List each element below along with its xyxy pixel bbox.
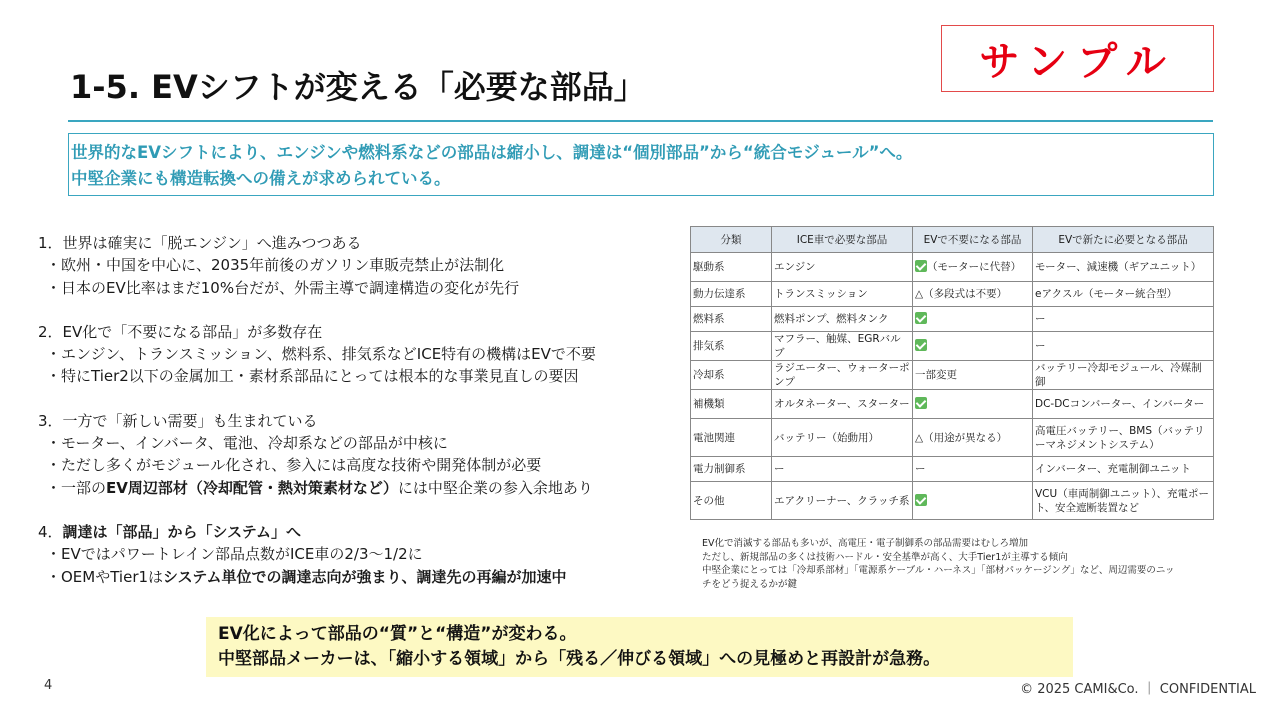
point-bullet: ・モーター、インバータ、電池、冷却系などの部品が中核に	[46, 434, 448, 453]
point-heading: 3．一方で「新しい需要」も生まれている	[38, 411, 318, 430]
lead-summary-box	[68, 133, 1214, 196]
cell-new-part	[1033, 419, 1214, 457]
heading-number: 4．	[38, 522, 63, 541]
bullet-text: ・一部の	[46, 478, 107, 497]
cell-category	[691, 253, 772, 282]
cell-text: （モーターに代替）	[927, 261, 1022, 273]
table-row	[691, 307, 1214, 332]
cell-new-part	[1033, 307, 1214, 332]
table-row	[691, 419, 1214, 457]
point-group	[38, 232, 688, 299]
note-line: EV化で消滅する部品も多いが、高電圧・電子制御系の部品需要はむしろ増加	[702, 538, 1029, 549]
cell-text: ー	[1035, 313, 1046, 325]
point-bullet: ・ただし多くがモジュール化され、参入には高度な技術や開発体制が必要	[46, 456, 542, 475]
cell-ice-part	[772, 457, 913, 482]
check-icon	[915, 312, 927, 324]
point-bullet	[38, 566, 688, 588]
footer-copyright: © 2025 CAMI&Co. ｜ CONFIDENTIAL	[1020, 682, 1256, 697]
cell-unneeded	[913, 390, 1033, 419]
title-divider	[68, 120, 1213, 122]
sample-label: サンプル	[979, 39, 1176, 85]
cell-text: エアクリーナー、クラッチ系	[774, 494, 910, 507]
cell-text: △（用途が異なる）	[915, 431, 1008, 444]
cell-text: ー	[1035, 340, 1046, 352]
bullet-emphasis: EV周辺部材（冷却配管・熱対策素材など）	[106, 478, 398, 497]
cell-new-part	[1033, 253, 1214, 282]
cell-unneeded	[913, 419, 1033, 457]
cell-text: 補機類	[693, 398, 725, 410]
point-bullet: ・日本のEV比率はまだ10%台だが、外需主導で調達構造の変化が先行	[46, 278, 520, 297]
cell-text: 電池関連	[693, 431, 735, 444]
cell-text: モーター、減速機（ギアユニット）	[1035, 261, 1202, 273]
cell-text: エンジン	[774, 261, 816, 273]
cell-category	[691, 457, 772, 482]
point-heading	[38, 521, 688, 543]
bullet-text: ・OEMやTier1は	[46, 567, 164, 586]
cell-ice-part	[772, 482, 913, 520]
point-heading: 2．EV化で「不要になる部品」が多数存在	[38, 322, 323, 341]
point-bullet: ・特にTier2以下の金属加工・素材系部品にとっては根本的な事業見直しの要因	[46, 367, 579, 386]
table-row	[691, 332, 1214, 361]
cell-new-part	[1033, 482, 1214, 520]
cell-text: ー	[915, 463, 926, 475]
cell-text: オルタネーター、スターター	[774, 398, 910, 410]
cell-category	[691, 482, 772, 520]
conclusion-line: 中堅部品メーカーは、「縮小する領域」から「残る／伸びる領域」への見極めと再設計が急務。	[218, 649, 941, 669]
table-row	[691, 253, 1214, 282]
note-line: ただし、新規部品の多くは技術ハードル・安全基準が高く、大手Tier1が主導する傾向	[702, 551, 1068, 563]
table-row	[691, 390, 1214, 419]
cell-ice-part	[772, 307, 913, 332]
lead-line: 世界的なEVシフトにより、エンジンや燃料系などの部品は縮小し、調達は“個別部品”から“統合モジュール”へ。	[71, 143, 913, 162]
table-row	[691, 482, 1214, 520]
cell-ice-part	[772, 332, 913, 361]
cell-text: インバーター、充電制御ユニット	[1035, 463, 1191, 475]
parts-comparison-table	[690, 226, 1214, 520]
cell-category	[691, 390, 772, 419]
cell-category	[691, 361, 772, 390]
check-icon	[915, 260, 927, 272]
cell-text: △（多段式は不要）	[915, 288, 1008, 300]
conclusion-box	[206, 617, 1073, 677]
cell-unneeded	[913, 282, 1033, 307]
note-line: 中堅企業にとっては「冷却系部材」「電源系ケーブル・ハーネス」「部材パッケージング」など、周辺需要のニッ	[702, 565, 1175, 576]
sample-stamp	[941, 25, 1214, 92]
cell-category	[691, 419, 772, 457]
cell-text: マフラー、触媒、EGRバルブ	[774, 333, 901, 359]
cell-text: その他	[693, 494, 725, 507]
cell-text: バッテリー（始動用）	[774, 431, 879, 444]
cell-text: VCU（車両制御ユニット）、充電ポート、安全遮断装置など	[1035, 487, 1210, 514]
page-number: 4	[44, 678, 53, 693]
cell-unneeded	[913, 482, 1033, 520]
table-row	[691, 282, 1214, 307]
cell-text: ラジエーター、ウォーターポンプ	[774, 362, 910, 388]
cell-category	[691, 282, 772, 307]
cell-new-part	[1033, 282, 1214, 307]
cell-ice-part	[772, 390, 913, 419]
page-title: 1-5. EVシフトが変える「必要な部品」	[70, 68, 646, 106]
cell-ice-part	[772, 419, 913, 457]
cell-text: 冷却系	[693, 369, 725, 381]
table-notes	[702, 537, 1212, 591]
point-bullet: ・エンジン、トランスミッション、燃料系、排気系などICE特有の機構はEVで不要	[46, 345, 596, 364]
cell-ice-part	[772, 361, 913, 390]
cell-text: eアクスル（モーター統合型）	[1035, 288, 1178, 300]
cell-text: 高電圧バッテリー、BMS（バッテリーマネジメントシステム）	[1035, 424, 1205, 451]
cell-text: 動力伝達系	[693, 288, 746, 300]
cell-unneeded	[913, 332, 1033, 361]
point-bullet	[38, 477, 688, 499]
cell-text: 電力制御系	[693, 463, 746, 475]
cell-text: 排気系	[693, 340, 725, 352]
cell-ice-part	[772, 253, 913, 282]
lead-line: 中堅企業にも構造転換への備えが求められている。	[71, 169, 451, 188]
cell-text: 駆動系	[693, 261, 725, 273]
cell-new-part	[1033, 390, 1214, 419]
point-group	[38, 410, 688, 499]
point-heading: 1．世界は確実に「脱エンジン」へ進みつつある	[38, 234, 362, 252]
key-points	[38, 232, 688, 610]
cell-new-part	[1033, 361, 1214, 390]
check-icon	[915, 339, 927, 351]
cell-text: DC-DCコンバーター、インバーター	[1035, 398, 1205, 410]
cell-text: トランスミッション	[774, 288, 868, 300]
cell-new-part	[1033, 457, 1214, 482]
header-unneeded-parts: EVで不要になる部品	[913, 227, 1033, 253]
cell-text: ー	[774, 463, 785, 475]
cell-ice-part	[772, 282, 913, 307]
point-bullet: ・欧州・中国を中心に、2035年前後のガソリン車販売禁止が法制化	[46, 256, 505, 275]
heading-emphasis: 調達は「部品」から「システム」へ	[62, 522, 302, 541]
bullet-text: には中堅企業の参入余地あり	[397, 478, 593, 497]
header-ice-parts: ICE車で必要な部品	[772, 227, 913, 253]
check-icon	[915, 397, 927, 409]
cell-category	[691, 307, 772, 332]
cell-text: 一部変更	[915, 369, 957, 381]
cell-unneeded	[913, 253, 1033, 282]
table-row	[691, 361, 1214, 390]
cell-text: 燃料系	[693, 313, 725, 325]
point-group	[38, 321, 688, 388]
cell-unneeded	[913, 361, 1033, 390]
check-icon	[915, 494, 927, 506]
cell-unneeded	[913, 457, 1033, 482]
cell-unneeded	[913, 307, 1033, 332]
cell-text: 燃料ポンプ、燃料タンク	[774, 313, 889, 325]
cell-category	[691, 332, 772, 361]
table-header-row	[691, 227, 1214, 253]
point-bullet: ・EVではパワートレイン部品点数がICE車の2/3～1/2に	[46, 545, 423, 564]
table-row	[691, 457, 1214, 482]
bullet-emphasis: システム単位での調達志向が強まり、調達先の再編が加速中	[163, 567, 567, 586]
point-group	[38, 521, 688, 588]
header-category: 分類	[691, 227, 772, 253]
cell-new-part	[1033, 332, 1214, 361]
cell-text: バッテリー冷却モジュール、冷媒制御	[1035, 362, 1202, 388]
header-new-parts: EVで新たに必要となる部品	[1033, 227, 1214, 253]
conclusion-line: EV化によって部品の“質”と“構造”が変わる。	[218, 624, 577, 644]
note-line: チをどう捉えるかが鍵	[702, 578, 798, 590]
